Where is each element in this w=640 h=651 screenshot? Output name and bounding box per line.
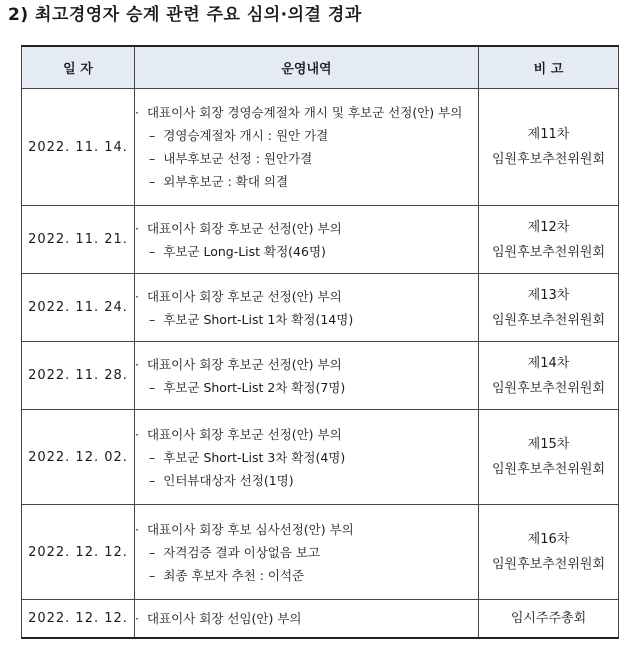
table-row <box>22 505 619 600</box>
row-date: 2022. 11. 24. <box>22 274 135 342</box>
note-session: 제15차 <box>527 437 570 452</box>
note-committee: 임원후보추천위원회 <box>491 380 606 396</box>
note-session: 임시주주총회 <box>510 610 587 626</box>
agenda-item: · 대표이사 회장 후보군 선정(안) 부의 <box>135 353 478 376</box>
note-committee: 임원후보추천위원회 <box>491 462 606 477</box>
note-session: 제11차 <box>527 127 570 142</box>
table-row <box>22 274 619 342</box>
row-note <box>479 206 619 274</box>
row-note <box>479 505 619 600</box>
note-session: 제12차 <box>527 219 570 235</box>
note-committee: 임원후보추천위원회 <box>491 557 606 572</box>
row-detail <box>135 600 479 638</box>
table-row <box>22 410 619 505</box>
table-row <box>22 342 619 410</box>
row-date: 2022. 12. 02. <box>22 410 135 505</box>
note-committee: 임원후보추천위원회 <box>491 244 606 260</box>
row-date: 2022. 11. 14. <box>22 89 135 206</box>
header-note: 비 고 <box>479 46 619 89</box>
row-note <box>479 89 619 206</box>
row-detail <box>135 206 479 274</box>
agenda-item: · 대표이사 회장 후보 심사선정(안) 부의 <box>135 518 478 541</box>
deliberation-table <box>21 45 619 639</box>
header-detail: 운영내역 <box>135 46 479 89</box>
note-session: 제14차 <box>527 355 570 371</box>
row-detail <box>135 274 479 342</box>
sub-item: – 자격검증 결과 이상없음 보고 <box>135 541 478 564</box>
row-note <box>479 274 619 342</box>
agenda-item: · 대표이사 회장 후보군 선정(안) 부의 <box>135 285 478 308</box>
row-date: 2022. 12. 12. <box>22 600 135 638</box>
sub-item: – 경영승계절차 개시 : 원안 가결 <box>135 124 478 147</box>
row-date: 2022. 11. 21. <box>22 206 135 274</box>
section-title: 2) 최고경영자 승계 관련 주요 심의·의결 경과 <box>8 5 362 25</box>
row-note <box>479 342 619 410</box>
note-committee: 임원후보추천위원회 <box>491 312 606 328</box>
sub-item: – 내부후보군 선정 : 원안가결 <box>135 147 478 170</box>
row-detail <box>135 89 479 206</box>
sub-item: – 인터뷰대상자 선정(1명) <box>135 469 478 492</box>
row-detail <box>135 410 479 505</box>
row-note <box>479 410 619 505</box>
table-row <box>22 206 619 274</box>
sub-item: – 후보군 Long-List 확정(46명) <box>135 240 478 263</box>
row-detail <box>135 342 479 410</box>
agenda-item: · 대표이사 회장 후보군 선정(안) 부의 <box>135 423 478 446</box>
agenda-item: · 대표이사 회장 경영승계절차 개시 및 후보군 선정(안) 부의 <box>135 101 478 124</box>
sub-item: – 후보군 Short-List 3차 확정(4명) <box>135 446 478 469</box>
row-date: 2022. 11. 28. <box>22 342 135 410</box>
agenda-item: · 대표이사 회장 후보군 선정(안) 부의 <box>135 217 478 240</box>
note-session: 제13차 <box>527 287 570 303</box>
note-committee: 임원후보추천위원회 <box>491 152 606 167</box>
sub-item: – 후보군 Short-List 2차 확정(7명) <box>135 376 478 399</box>
table-row <box>22 89 619 206</box>
row-detail <box>135 505 479 600</box>
agenda-item: · 대표이사 회장 선임(안) 부의 <box>135 607 478 630</box>
row-date: 2022. 12. 12. <box>22 505 135 600</box>
table-row <box>22 600 619 638</box>
table-header-row <box>22 46 619 89</box>
sub-item: – 최종 후보자 추천 : 이석준 <box>135 564 478 587</box>
sub-item: – 후보군 Short-List 1차 확정(14명) <box>135 308 478 331</box>
sub-item: – 외부후보군 : 확대 의결 <box>135 170 478 193</box>
header-date: 일 자 <box>22 46 135 89</box>
note-session: 제16차 <box>527 532 570 547</box>
row-note <box>479 600 619 638</box>
